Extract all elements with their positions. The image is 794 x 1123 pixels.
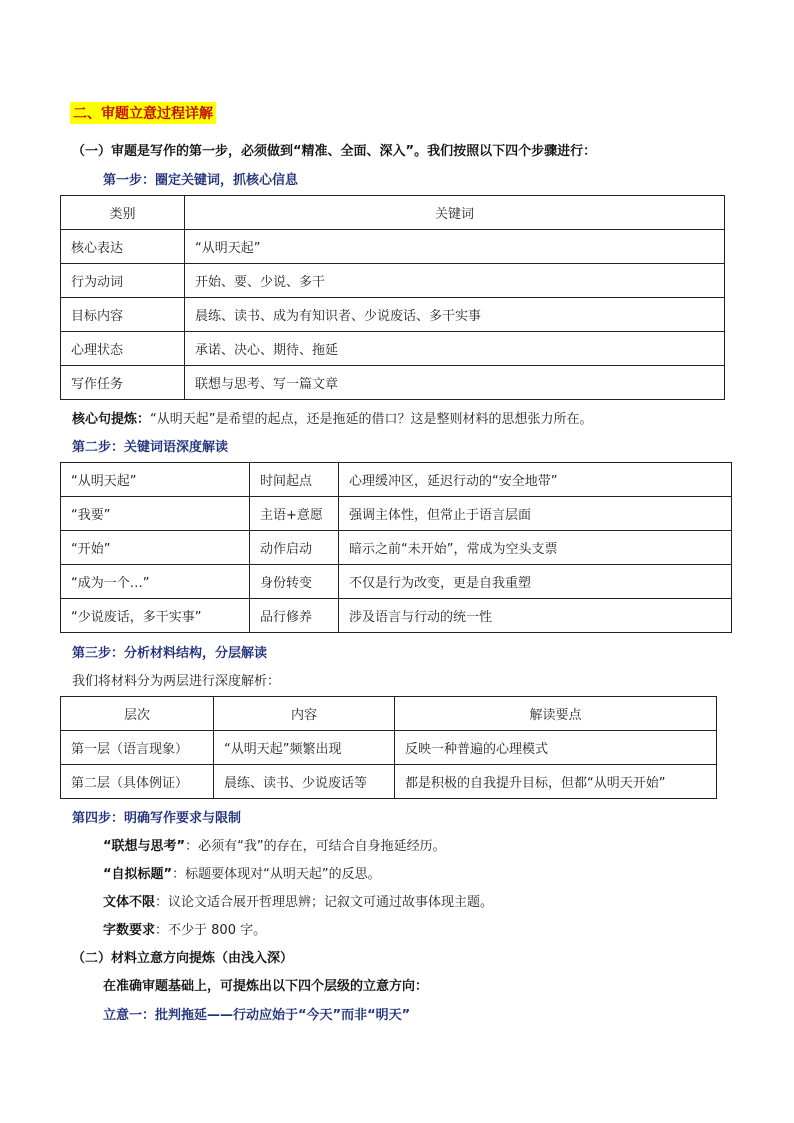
requirement-label: 字数要求 (103, 923, 156, 938)
requirement-item (103, 835, 446, 854)
requirement-text: ：必须有“我”的存在，可结合自身拖延经历。 (185, 839, 446, 854)
table-row (61, 531, 732, 565)
table-cell: “我要” (61, 497, 250, 531)
table-cell: 心理状态 (61, 332, 185, 366)
table-row (61, 366, 725, 400)
section-title: 二、审题立意过程详解 (70, 102, 216, 124)
table-header-cell: 内容 (214, 697, 395, 731)
table-cell: “开始” (61, 531, 250, 565)
keyword-analysis-table (60, 462, 732, 633)
step3-title: 第三步：分析材料结构，分层解读 (72, 646, 268, 661)
table-row (61, 497, 732, 531)
table-header-row (61, 196, 725, 230)
table-header-cell: 类别 (61, 196, 185, 230)
table-cell: 目标内容 (61, 298, 185, 332)
requirement-label: “自拟标题” (103, 867, 173, 882)
keyword-table (60, 195, 725, 400)
core-sentence (72, 408, 593, 427)
table-cell: 行为动词 (61, 264, 185, 298)
table-cell: 品行修养 (250, 599, 339, 633)
table-row (61, 298, 725, 332)
step4-title: 第四步：明确写作要求与限制 (72, 811, 242, 826)
structure-table (60, 696, 717, 799)
table-cell: 反映一种普遍的心理模式 (395, 731, 717, 765)
table-cell: 开始、要、少说、多干 (185, 264, 725, 298)
table-cell: 强调主体性，但常止于语言层面 (339, 497, 732, 531)
table-row (61, 765, 717, 799)
table-cell: 承诺、决心、期待、拖延 (185, 332, 725, 366)
idea-one: 立意一：批判拖延——行动应始于“今天”而非“明天” (103, 1008, 411, 1023)
requirement-text: ：标题要体现对“从明天起”的反思。 (172, 867, 381, 882)
table-row (61, 230, 725, 264)
table-cell: 联想与思考、写一篇文章 (185, 366, 725, 400)
table-cell: 晨练、读书、少说废话等 (214, 765, 395, 799)
core-sentence-text: “从明天起”是希望的起点，还是拖延的借口？这是整则材料的思想张力所在。 (150, 412, 593, 427)
table-cell: 涉及语言与行动的统一性 (339, 599, 732, 633)
table-cell: 不仅是行为改变，更是自我重塑 (339, 565, 732, 599)
step2-title: 第二步：关键词语深度解读 (72, 440, 229, 455)
table-cell: 写作任务 (61, 366, 185, 400)
requirement-text: ：议论文适合展开哲理思辨；记叙文可通过故事体现主题。 (155, 895, 494, 910)
table-cell: 心理缓冲区，延迟行动的“安全地带” (339, 463, 732, 497)
requirement-label: “联想与思考” (103, 839, 186, 854)
part2-heading: （二）材料立意方向提炼（由浅入深） (72, 951, 294, 966)
requirement-text: ：不少于 800 字。 (155, 923, 267, 938)
table-cell: “从明天起”频繁出现 (214, 731, 395, 765)
table-header-cell: 关键词 (185, 196, 725, 230)
table-row (61, 565, 732, 599)
table-cell: 时间起点 (250, 463, 339, 497)
table-row (61, 463, 732, 497)
table-row (61, 731, 717, 765)
table-header-row (61, 697, 717, 731)
table-cell: 第二层（具体例证） (61, 765, 214, 799)
table-cell: 主语+意愿 (250, 497, 339, 531)
table-cell: 身份转变 (250, 565, 339, 599)
table-header-cell: 层次 (61, 697, 214, 731)
table-row (61, 264, 725, 298)
table-row (61, 332, 725, 366)
requirement-item (103, 919, 266, 938)
table-cell: 核心表达 (61, 230, 185, 264)
table-row (61, 599, 732, 633)
requirement-label: 文体不限 (103, 895, 156, 910)
table-cell: 第一层（语言现象） (61, 731, 214, 765)
core-sentence-label: 核心句提炼： (72, 412, 151, 427)
requirement-item (103, 863, 381, 882)
table-cell: “成为一个…” (61, 565, 250, 599)
table-cell: “从明天起” (61, 463, 250, 497)
table-cell: 晨练、读书、成为有知识者、少说废话、多干实事 (185, 298, 725, 332)
step3-intro: 我们将材料分为两层进行深度解析： (72, 674, 281, 689)
table-cell: “从明天起” (185, 230, 725, 264)
requirement-item (103, 891, 493, 910)
step1-title: 第一步：圈定关键词，抓核心信息 (103, 173, 299, 188)
part2-intro: 在准确审题基础上，可提炼出以下四个层级的立意方向： (103, 979, 429, 994)
table-cell: 暗示之前“未开始”，常成为空头支票 (339, 531, 732, 565)
part1-heading: （一）审题是写作的第一步，必须做到“精准、全面、深入”。我们按照以下四个步骤进行： (72, 144, 597, 159)
table-header-cell: 解读要点 (395, 697, 717, 731)
table-cell: 动作启动 (250, 531, 339, 565)
table-cell: “少说废话，多干实事” (61, 599, 250, 633)
table-cell: 都是积极的自我提升目标，但都“从明天开始” (395, 765, 717, 799)
